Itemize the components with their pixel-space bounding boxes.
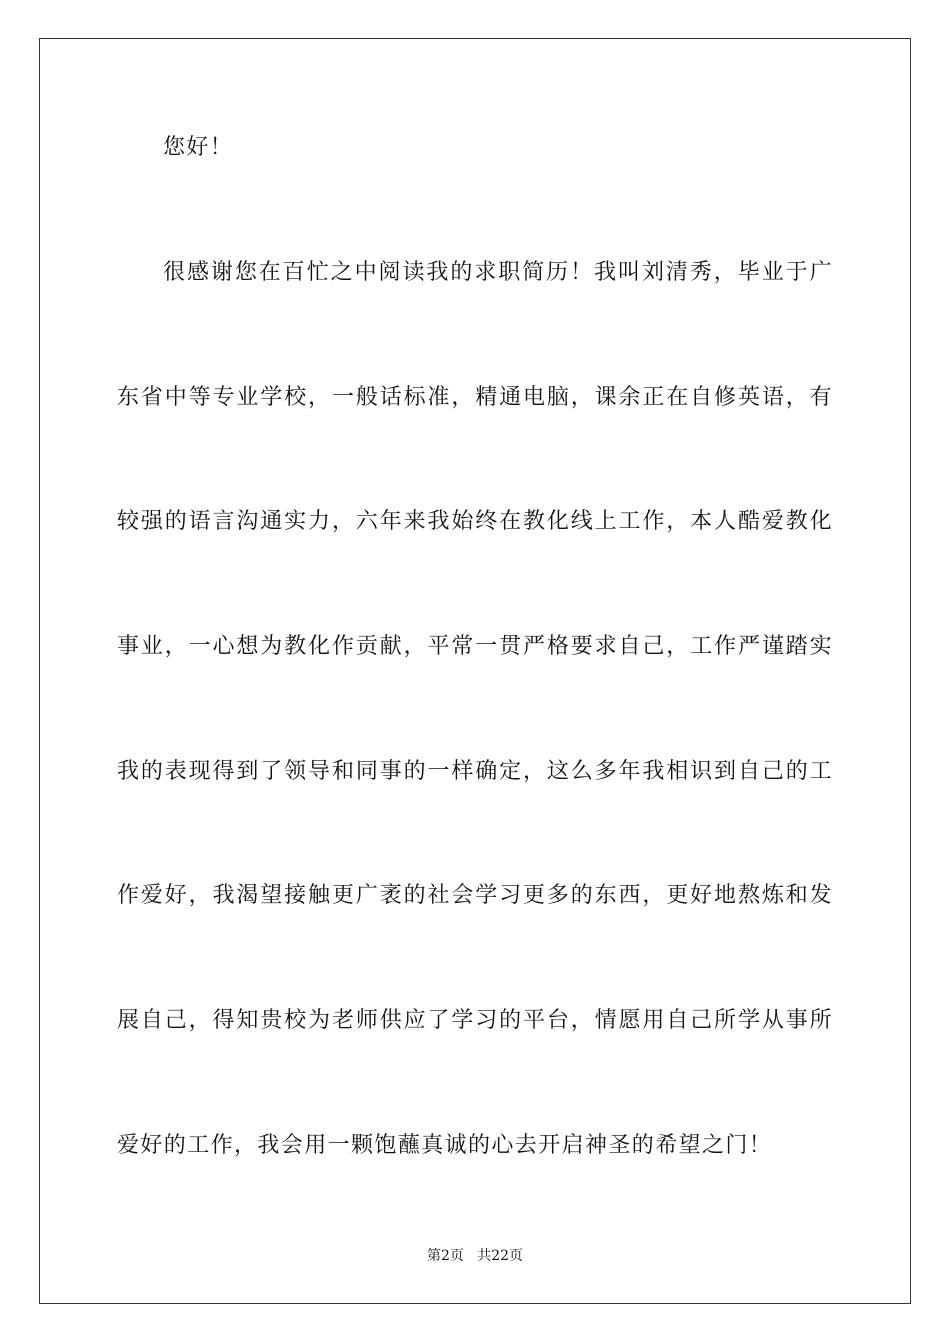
body-line-4: 事业，一心想为教化作贡献，平常一贯严格要求自己，工作严谨踏实 xyxy=(117,634,833,659)
page-number-footer: 第2页 共22页 xyxy=(426,1248,524,1264)
body-line-3: 较强的语言沟通实力，六年来我始终在教化线上工作，本人酷爱教化 xyxy=(117,509,833,534)
body-line-7: 展自己，得知贵校为老师供应了学习的平台，情愿用自己所学从事所 xyxy=(117,1008,833,1033)
page-border xyxy=(39,38,911,1304)
greeting: 您好！ xyxy=(163,135,234,160)
body-line-6: 作爱好，我渴望接触更广袤的社会学习更多的东西，更好地熬炼和发 xyxy=(117,883,833,908)
body-line-8: 爱好的工作，我会用一颗饱蘸真诚的心去开启神圣的希望之门！ xyxy=(117,1133,773,1158)
body-line-5: 我的表现得到了领导和同事的一样确定，这么多年我相识到自己的工 xyxy=(117,759,833,784)
body-line-1: 很感谢您在百忙之中阅读我的求职简历！我叫刘清秀，毕业于广 xyxy=(163,260,833,285)
body-line-2: 东省中等专业学校，一般话标准，精通电脑，课余正在自修英语，有 xyxy=(117,385,833,410)
